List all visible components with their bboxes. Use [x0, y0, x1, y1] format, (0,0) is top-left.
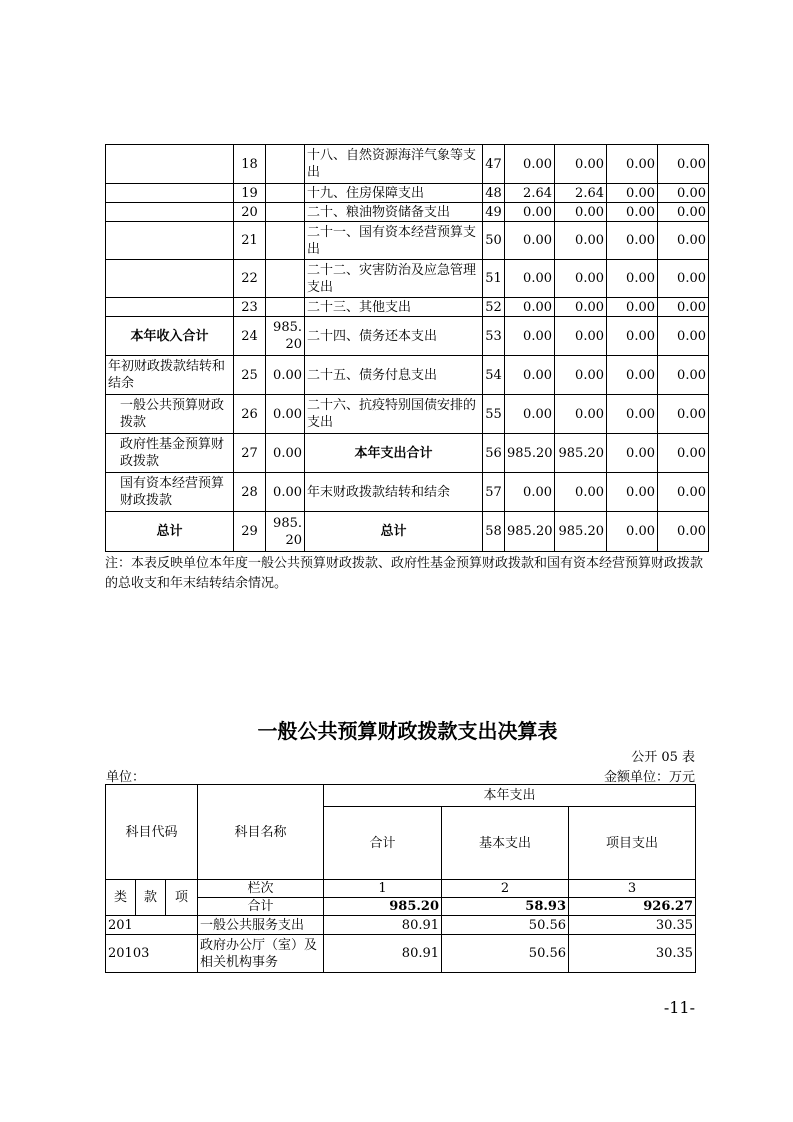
row-value-3: 0.00: [607, 434, 658, 473]
row-number: 26: [234, 395, 266, 434]
total-row-project: 926.27: [569, 898, 696, 916]
row-value-4: 0.00: [658, 203, 709, 222]
row-value-4: 0.00: [658, 222, 709, 260]
row-amount: [266, 184, 305, 203]
row-left-label: [106, 203, 234, 222]
table-row: [106, 317, 709, 356]
row-value-1: 0.00: [505, 298, 555, 317]
row-item: 二十、粮油物资储备支出: [305, 203, 483, 222]
row-value-4: 0.00: [658, 512, 709, 552]
row-value-4: 0.00: [658, 145, 709, 184]
total-row-label: 合计: [198, 898, 324, 916]
basic-header: 基本支出: [442, 807, 569, 880]
row-number: 22: [234, 260, 266, 298]
fiscal-summary-table: [105, 144, 709, 552]
row-amount: 985.20: [266, 512, 305, 552]
row-basic: 50.56: [442, 916, 569, 935]
income-total-label: 本年收入合计: [106, 317, 234, 356]
row-amount: [266, 203, 305, 222]
row-name: 一般公共服务支出: [198, 916, 324, 935]
subject-code-header: 科目代码: [106, 785, 198, 880]
table-note: 注：本表反映单位本年度一般公共预算财政拨款、政府性基金预算财政拨款和国有资本经营预算财政拨款的总收支和年末结转结余情况。: [105, 556, 704, 591]
row-left-label: [106, 260, 234, 298]
row-amount: [266, 298, 305, 317]
column-1: 1: [324, 880, 442, 898]
row-item: 二十四、债务还本支出: [305, 317, 483, 356]
row-number-2: 55: [483, 395, 505, 434]
row-value-3: 0.00: [607, 260, 658, 298]
row-number-2: 47: [483, 145, 505, 184]
table-row: [106, 356, 709, 395]
row-number-2: 57: [483, 473, 505, 512]
row-value-3: 0.00: [607, 395, 658, 434]
expenditure-table: [105, 784, 696, 973]
row-value-4: 0.00: [658, 184, 709, 203]
row-value-2: 2.64: [555, 184, 607, 203]
row-value-1: 0.00: [505, 260, 555, 298]
row-value-1: 0.00: [505, 145, 555, 184]
column-2: 2: [442, 880, 569, 898]
row-item: 十八、自然资源海洋气象等支出: [305, 145, 483, 184]
row-number-2: 54: [483, 356, 505, 395]
table-row: [106, 434, 709, 473]
total-row-basic: 58.93: [442, 898, 569, 916]
row-value-1: 0.00: [505, 473, 555, 512]
table-row: [106, 203, 709, 222]
xiang-header: 项: [166, 880, 198, 916]
row-value-2: 0.00: [555, 260, 607, 298]
row-value-1: 0.00: [505, 203, 555, 222]
row-value-1: 2.64: [505, 184, 555, 203]
row-value-4: 0.00: [658, 395, 709, 434]
row-number: 19: [234, 184, 266, 203]
row-value-4: 0.00: [658, 298, 709, 317]
row-code: 201: [106, 916, 198, 935]
row-value-2: 0.00: [555, 356, 607, 395]
row-value-2: 0.00: [555, 395, 607, 434]
row-value-4: 0.00: [658, 434, 709, 473]
row-amount: 0.00: [266, 356, 305, 395]
row-value-2: 0.00: [555, 473, 607, 512]
kuan-header: 款: [136, 880, 166, 916]
row-amount: 0.00: [266, 395, 305, 434]
row-number: 23: [234, 298, 266, 317]
project-header: 项目支出: [569, 807, 696, 880]
row-amount: 0.00: [266, 473, 305, 512]
row-value-3: 0.00: [607, 473, 658, 512]
row-item: 二十三、其他支出: [305, 298, 483, 317]
row-value-2: 0.00: [555, 222, 607, 260]
table-row: [106, 184, 709, 203]
row-item: 十九、住房保障支出: [305, 184, 483, 203]
row-left-label: 国有资本经营预算财政拨款: [106, 473, 234, 512]
table-row: [106, 298, 709, 317]
row-item: 二十五、债务付息支出: [305, 356, 483, 395]
row-item: 二十一、国有资本经营预算支出: [305, 222, 483, 260]
subject-name-header: 科目名称: [198, 785, 324, 880]
row-value-1: 985.20: [505, 434, 555, 473]
row-total: 80.91: [324, 916, 442, 935]
row-value-1: 0.00: [505, 395, 555, 434]
table-row: [106, 222, 709, 260]
row-number-2: 50: [483, 222, 505, 260]
row-value-3: 0.00: [607, 184, 658, 203]
row-left-label: [106, 298, 234, 317]
table-row: [106, 145, 709, 184]
column-no-label: 栏次: [198, 880, 324, 898]
row-number: 28: [234, 473, 266, 512]
table-row: [106, 395, 709, 434]
row-number-2: 56: [483, 434, 505, 473]
row-value-3: 0.00: [607, 222, 658, 260]
row-value-4: 0.00: [658, 260, 709, 298]
row-number: 27: [234, 434, 266, 473]
row-value-1: 0.00: [505, 222, 555, 260]
unit-label: 单位：: [106, 770, 146, 785]
row-value-4: 0.00: [658, 356, 709, 395]
row-amount: 0.00: [266, 434, 305, 473]
row-number-2: 52: [483, 298, 505, 317]
row-value-3: 0.00: [607, 317, 658, 356]
row-number-2: 48: [483, 184, 505, 203]
row-value-3: 0.00: [607, 203, 658, 222]
table-row: [106, 473, 709, 512]
row-total: 80.91: [324, 935, 442, 973]
row-value-3: 0.00: [607, 145, 658, 184]
row-item: 二十六、抗疫特别国债安排的支出: [305, 395, 483, 434]
table-row: [106, 916, 696, 935]
column-3: 3: [569, 880, 696, 898]
grand-total-label-2: 总计: [305, 512, 483, 552]
row-number: 29: [234, 512, 266, 552]
row-value-3: 0.00: [607, 512, 658, 552]
row-value-1: 0.00: [505, 356, 555, 395]
page-title: 一般公共预算财政拨款支出决算表: [257, 719, 558, 743]
row-number-2: 53: [483, 317, 505, 356]
row-left-label: 年初财政拨款结转和结余: [106, 356, 234, 395]
row-value-2: 0.00: [555, 317, 607, 356]
row-value-3: 0.00: [607, 356, 658, 395]
row-value-4: 0.00: [658, 473, 709, 512]
row-left-label: [106, 222, 234, 260]
row-value-4: 0.00: [658, 317, 709, 356]
row-amount: [266, 145, 305, 184]
row-amount: [266, 260, 305, 298]
row-project: 30.35: [569, 916, 696, 935]
row-project: 30.35: [569, 935, 696, 973]
row-item: 年末财政拨款结转和结余: [305, 473, 483, 512]
row-number: 20: [234, 203, 266, 222]
row-number: 21: [234, 222, 266, 260]
row-value-3: 0.00: [607, 298, 658, 317]
amount-unit: 金额单位：万元: [603, 770, 695, 785]
row-number-2: 58: [483, 512, 505, 552]
row-value-1: 0.00: [505, 317, 555, 356]
row-number-2: 49: [483, 203, 505, 222]
row-value-2: 985.20: [555, 512, 607, 552]
row-value-2: 0.00: [555, 298, 607, 317]
row-item: 二十二、灾害防治及应急管理支出: [305, 260, 483, 298]
row-value-2: 0.00: [555, 203, 607, 222]
row-number: 24: [234, 317, 266, 356]
total-header: 合计: [324, 807, 442, 880]
row-value-1: 985.20: [505, 512, 555, 552]
row-name: 政府办公厅（室）及相关机构事务: [198, 935, 324, 973]
grand-total-label: 总计: [106, 512, 234, 552]
table-row: [106, 935, 696, 973]
row-amount: [266, 222, 305, 260]
row-left-label: 政府性基金预算财政拨款: [106, 434, 234, 473]
page-number: -11-: [663, 998, 695, 1017]
row-left-label: [106, 184, 234, 203]
table-row: [106, 260, 709, 298]
lei-header: 类: [106, 880, 136, 916]
current-year-header: 本年支出: [324, 785, 696, 807]
form-number: 公开 05 表: [631, 750, 695, 765]
table-row: [106, 512, 709, 552]
row-left-label: 一般公共预算财政拨款: [106, 395, 234, 434]
row-value-2: 0.00: [555, 145, 607, 184]
row-code: 20103: [106, 935, 198, 973]
row-left-label: [106, 145, 234, 184]
row-number: 18: [234, 145, 266, 184]
total-row-total: 985.20: [324, 898, 442, 916]
row-value-2: 985.20: [555, 434, 607, 473]
row-number-2: 51: [483, 260, 505, 298]
row-amount: 985.20: [266, 317, 305, 356]
row-number: 25: [234, 356, 266, 395]
expense-total-label: 本年支出合计: [305, 434, 483, 473]
row-basic: 50.56: [442, 935, 569, 973]
